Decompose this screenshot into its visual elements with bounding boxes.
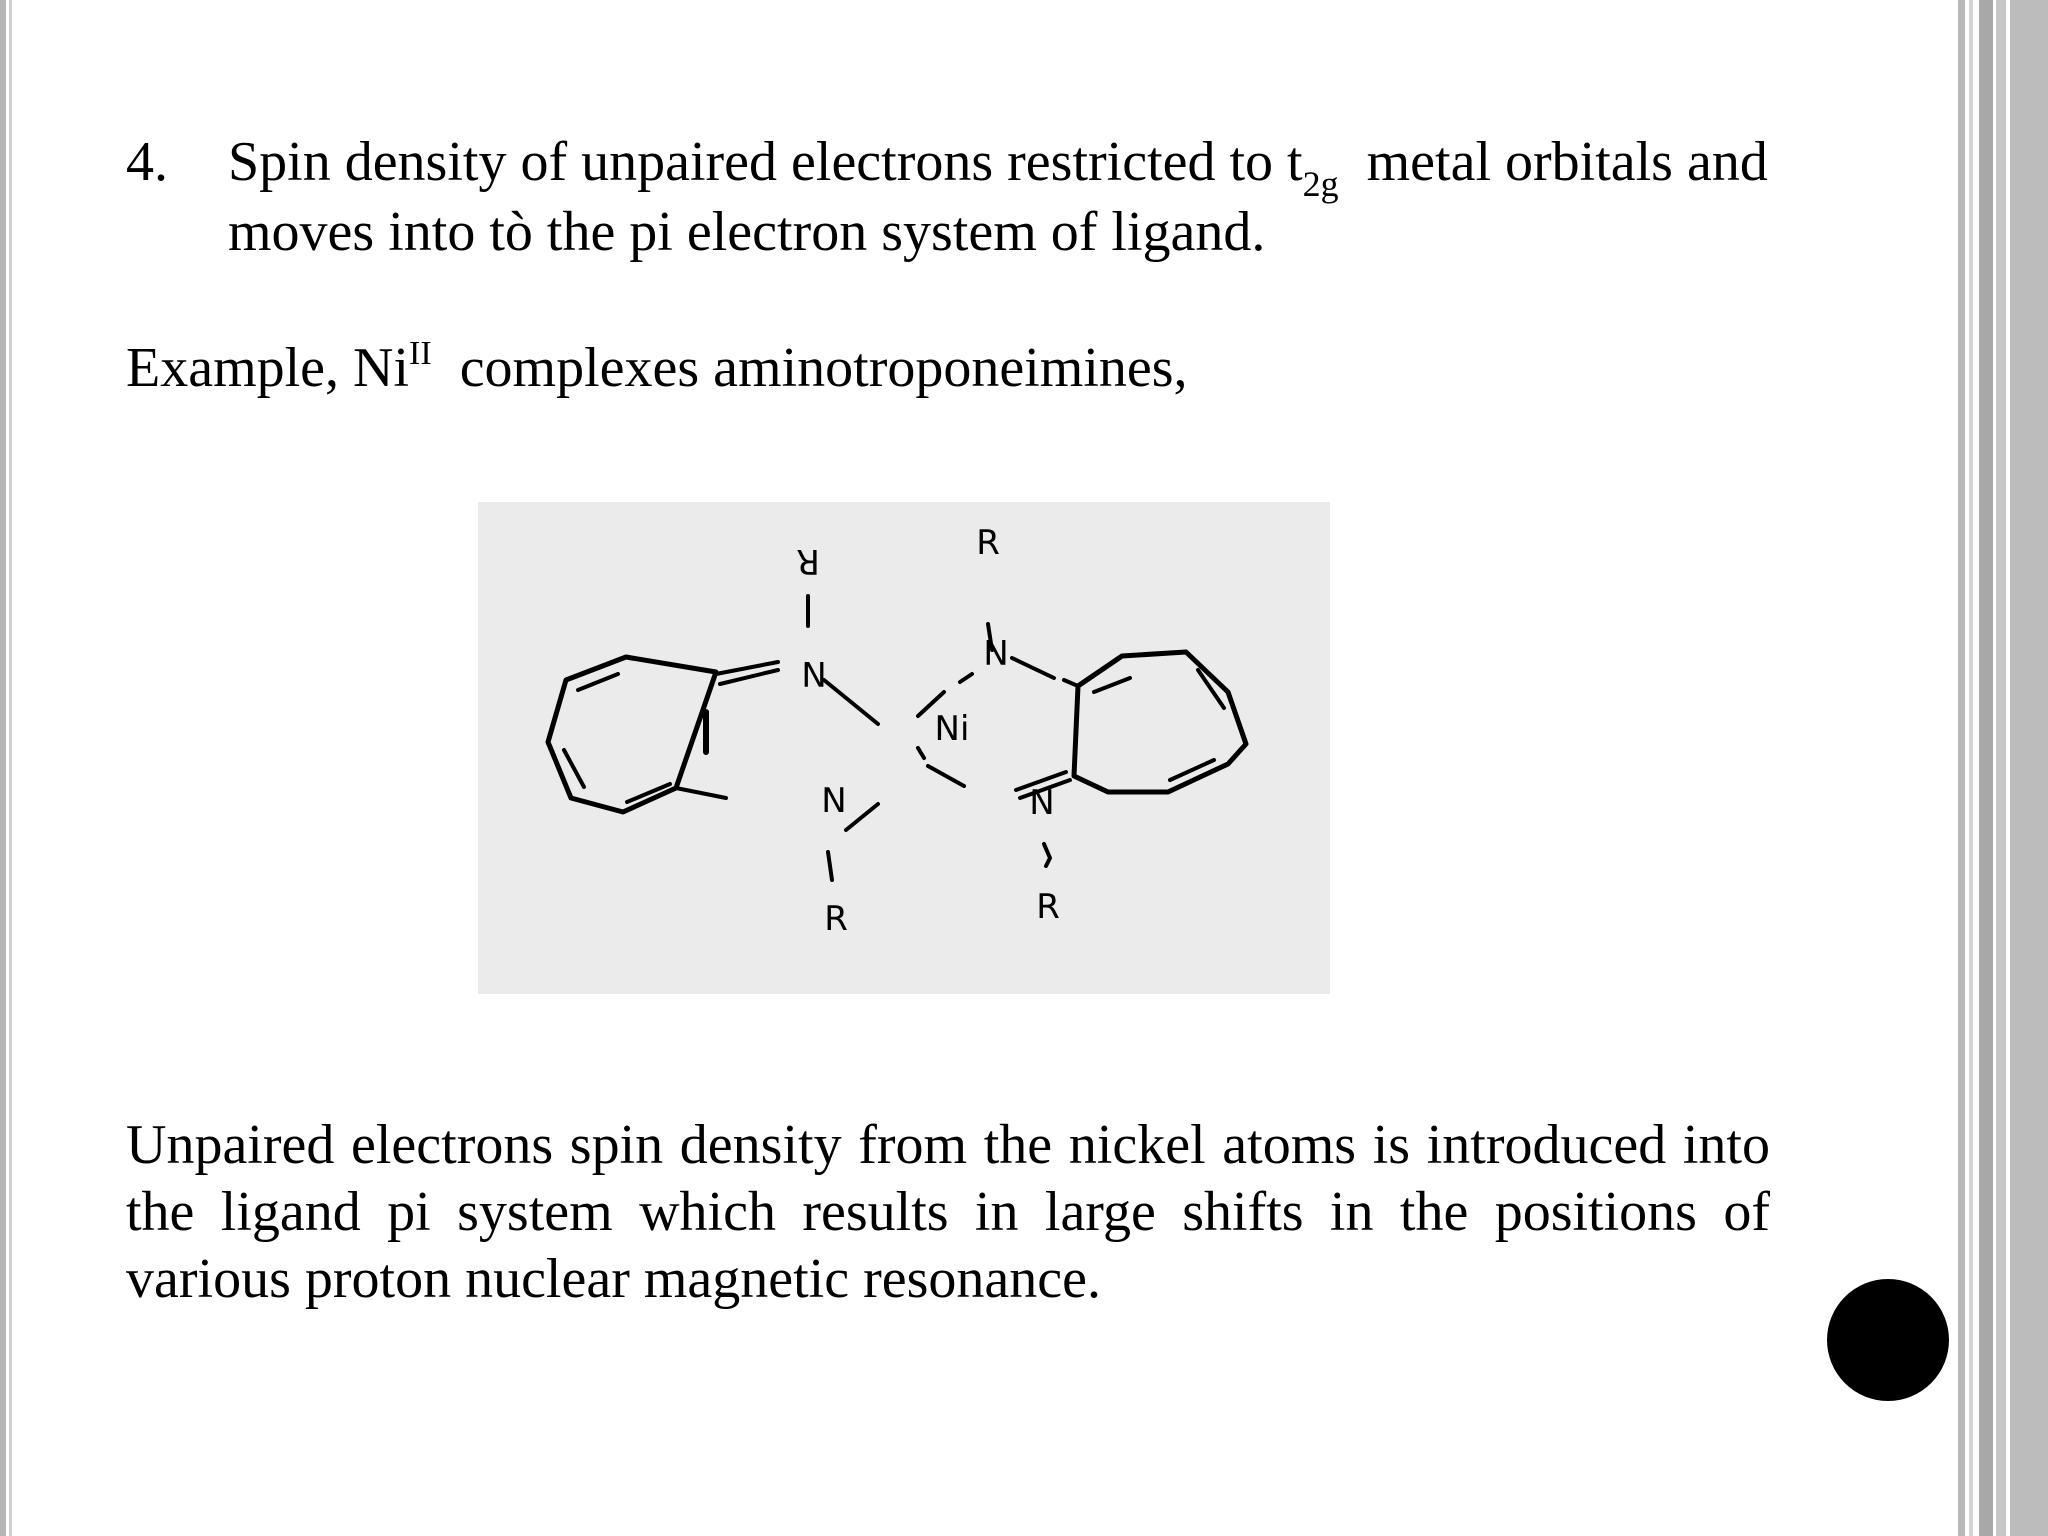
- oxidation-state-superscript: II: [409, 335, 432, 372]
- slide-border-right-1: [1958, 0, 1965, 1536]
- atom-n-bottom-left: N: [821, 781, 847, 821]
- explanation-line-3: various proton nuclear magnetic resonance.: [126, 1248, 1101, 1310]
- atom-r-top-right: R: [976, 523, 1000, 563]
- slide-border-right-4: [1996, 0, 2006, 1536]
- slide-border-right-5: [2010, 0, 2048, 1536]
- slide-border-right-2: [1969, 0, 1973, 1536]
- t2g-subscript: 2g: [1302, 164, 1339, 204]
- atom-n-top-right: N: [983, 631, 1009, 671]
- slide-border-right-3: [1979, 0, 1993, 1536]
- explanation-line-2: the ligand pi system which results in large shifts in the positions of: [126, 1181, 1770, 1243]
- atom-r-bottom-right: R: [1036, 887, 1060, 927]
- point-text-line-1: [228, 128, 1768, 202]
- example-text-after: complexes aminotroponeimines,: [459, 337, 1188, 399]
- atom-labels: [796, 523, 1060, 939]
- atom-r-bottom-left: R: [824, 899, 848, 939]
- chemical-structure-figure: [478, 502, 1330, 994]
- right-ring: [1074, 652, 1246, 792]
- atom-n-top-left: N: [801, 653, 827, 693]
- structure-drawing: [478, 502, 1330, 994]
- point-text-before-subscript: Spin density of unpaired electrons restricted to t: [228, 131, 1303, 193]
- atom-ni: Ni: [934, 709, 970, 749]
- atom-r-top-left: R: [796, 541, 820, 581]
- slide-border-left-outer: [0, 0, 6, 1536]
- slide-border-left-inner: [9, 0, 12, 1536]
- point-text-line-2: moves into tò the pi electron system of ligand.: [228, 201, 1266, 263]
- point-number: 4.: [126, 131, 168, 193]
- point-text-after-subscript: metal orbitals and: [1366, 131, 1768, 193]
- black-circle-marker: [1827, 1279, 1949, 1401]
- atom-n-bottom-right: N: [1029, 783, 1055, 823]
- example-line: [126, 334, 1188, 410]
- explanation-line-1: Unpaired electrons spin density from the nickel atoms is introduced into: [126, 1114, 1770, 1176]
- left-ring: [548, 657, 716, 812]
- explanation-paragraph: [126, 1112, 1770, 1313]
- example-text-before: Example, Ni: [126, 337, 410, 399]
